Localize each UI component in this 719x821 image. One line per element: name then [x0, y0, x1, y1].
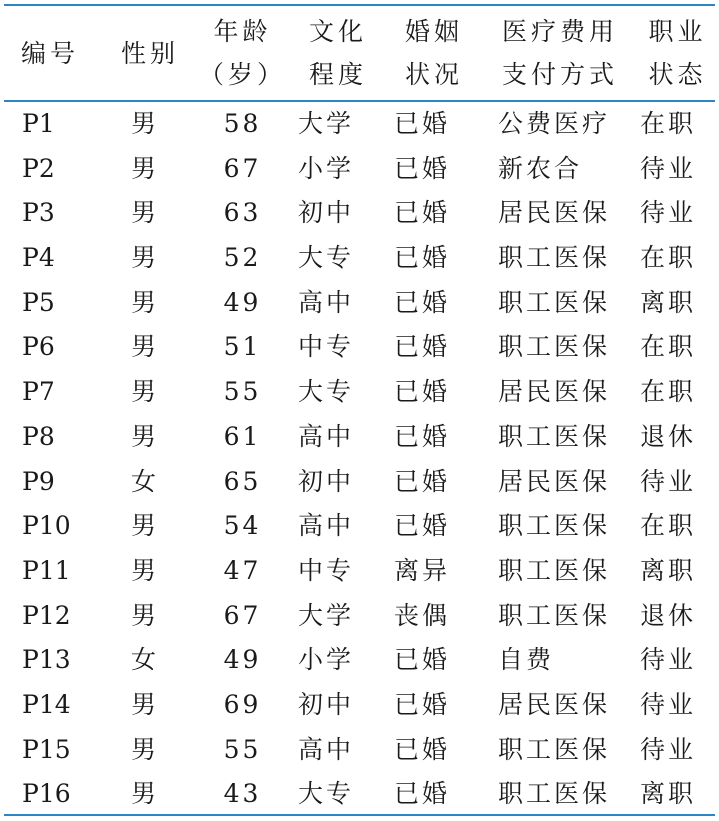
cell-gender: 男 — [130, 734, 159, 764]
header-marital-line2: 状况 — [404, 60, 463, 89]
cell-marital: 已婚 — [394, 332, 451, 362]
header-id — [10, 6, 90, 100]
cell-payment: 居民医保 — [498, 466, 611, 496]
cell-gender: 男 — [130, 511, 159, 541]
cell-occupation: 离职 — [640, 555, 697, 585]
cell-occupation: 在职 — [640, 377, 697, 407]
table-row — [0, 772, 719, 817]
cell-gender: 女 — [130, 466, 159, 496]
cell-id: P16 — [22, 779, 71, 809]
cell-occupation: 待业 — [640, 734, 697, 764]
cell-occupation: 离职 — [640, 779, 697, 809]
cell-gender: 男 — [130, 600, 159, 630]
table-bottom-rule — [4, 814, 715, 816]
cell-marital: 已婚 — [394, 287, 451, 317]
cell-education: 初中 — [298, 466, 355, 496]
header-marital — [394, 6, 474, 100]
cell-id: P9 — [22, 466, 55, 496]
table-row — [0, 683, 719, 728]
cell-gender: 男 — [130, 779, 159, 809]
header-education — [298, 6, 378, 100]
cell-payment: 职工医保 — [498, 779, 611, 809]
cell-gender: 女 — [130, 645, 159, 675]
cell-id: P13 — [22, 645, 71, 675]
table-row — [0, 281, 719, 326]
cell-age: 67 — [223, 600, 262, 630]
cell-age: 49 — [223, 287, 262, 317]
cell-education: 中专 — [298, 332, 355, 362]
cell-gender: 男 — [130, 109, 159, 138]
cell-education: 大专 — [298, 243, 355, 273]
cell-occupation: 在职 — [640, 332, 697, 362]
table-header — [0, 6, 719, 100]
cell-id: P10 — [22, 511, 71, 541]
cell-marital: 已婚 — [394, 153, 451, 183]
header-id-line1: 编号 — [20, 38, 79, 68]
table-row — [0, 594, 719, 639]
table-row — [0, 147, 719, 192]
cell-age: 69 — [223, 689, 262, 719]
cell-education: 高中 — [298, 511, 355, 541]
cell-payment: 自费 — [498, 645, 555, 675]
cell-occupation: 待业 — [640, 153, 697, 183]
cell-marital: 已婚 — [394, 198, 451, 228]
cell-age: 61 — [223, 421, 262, 451]
table-body — [0, 102, 719, 817]
cell-education: 高中 — [298, 421, 355, 451]
cell-payment: 居民医保 — [498, 198, 611, 228]
header-education-line2: 程度 — [308, 60, 367, 89]
header-education-line1: 文化 — [308, 17, 367, 46]
cell-age: 52 — [223, 243, 262, 273]
cell-gender: 男 — [130, 198, 159, 228]
cell-payment: 职工医保 — [498, 511, 611, 541]
table-row — [0, 728, 719, 773]
table-row — [0, 102, 719, 147]
header-occupation — [640, 6, 715, 100]
table-row — [0, 370, 719, 415]
cell-age: 55 — [223, 377, 262, 407]
header-age-line2: （岁） — [199, 60, 287, 89]
cell-education: 小学 — [298, 153, 355, 183]
cell-education: 大专 — [298, 779, 355, 809]
header-gender — [110, 6, 190, 100]
cell-marital: 已婚 — [394, 109, 451, 138]
cell-occupation: 待业 — [640, 689, 697, 719]
cell-id: P2 — [22, 153, 55, 183]
header-payment — [490, 6, 630, 100]
cell-education: 大学 — [298, 600, 355, 630]
cell-marital: 已婚 — [394, 645, 451, 675]
table-row — [0, 549, 719, 594]
cell-marital: 已婚 — [394, 377, 451, 407]
cell-age: 43 — [223, 779, 262, 809]
cell-occupation: 在职 — [640, 511, 697, 541]
cell-education: 大专 — [298, 377, 355, 407]
cell-occupation: 在职 — [640, 109, 697, 138]
header-payment-line1: 医疗费用 — [501, 17, 618, 46]
cell-id: P5 — [22, 287, 55, 317]
cell-education: 中专 — [298, 555, 355, 585]
cell-education: 高中 — [298, 287, 355, 317]
cell-education: 高中 — [298, 734, 355, 764]
table-row — [0, 236, 719, 281]
cell-occupation: 退休 — [640, 600, 697, 630]
cell-marital: 已婚 — [394, 779, 451, 809]
cell-payment: 居民医保 — [498, 377, 611, 407]
header-occupation-line1: 职业 — [648, 17, 707, 46]
cell-marital: 已婚 — [394, 734, 451, 764]
cell-occupation: 离职 — [640, 287, 697, 317]
cell-id: P11 — [22, 555, 71, 585]
cell-payment: 职工医保 — [498, 287, 611, 317]
cell-age: 51 — [223, 332, 262, 362]
cell-payment: 职工医保 — [498, 243, 611, 273]
cell-age: 54 — [223, 511, 262, 541]
table-row — [0, 638, 719, 683]
cell-marital: 已婚 — [394, 689, 451, 719]
table-row — [0, 504, 719, 549]
header-gender-line1: 性别 — [120, 38, 179, 68]
header-payment-line2: 支付方式 — [501, 60, 618, 89]
cell-gender: 男 — [130, 421, 159, 451]
cell-id: P15 — [22, 734, 71, 764]
cell-age: 67 — [223, 153, 262, 183]
table-row — [0, 415, 719, 460]
cell-education: 大学 — [298, 109, 355, 138]
cell-age: 55 — [223, 734, 262, 764]
cell-marital: 已婚 — [394, 466, 451, 496]
cell-age: 65 — [223, 466, 262, 496]
cell-id: P1 — [22, 109, 55, 138]
header-age — [200, 6, 285, 100]
cell-payment: 公费医疗 — [498, 109, 611, 138]
cell-occupation: 退休 — [640, 421, 697, 451]
table-row — [0, 191, 719, 236]
cell-id: P12 — [22, 600, 71, 630]
cell-occupation: 待业 — [640, 198, 697, 228]
cell-education: 小学 — [298, 645, 355, 675]
cell-gender: 男 — [130, 332, 159, 362]
header-marital-line1: 婚姻 — [404, 17, 463, 46]
header-age-line1: 年龄 — [213, 17, 272, 46]
cell-education: 初中 — [298, 198, 355, 228]
cell-id: P6 — [22, 332, 55, 362]
cell-marital: 丧偶 — [394, 600, 451, 630]
cell-education: 初中 — [298, 689, 355, 719]
cell-id: P4 — [22, 243, 55, 273]
cell-age: 58 — [223, 109, 262, 138]
cell-gender: 男 — [130, 377, 159, 407]
cell-occupation: 待业 — [640, 645, 697, 675]
cell-age: 63 — [223, 198, 262, 228]
cell-gender: 男 — [130, 153, 159, 183]
table-row — [0, 460, 719, 505]
cell-payment: 居民医保 — [498, 689, 611, 719]
cell-payment: 职工医保 — [498, 555, 611, 585]
cell-age: 47 — [223, 555, 262, 585]
cell-payment: 职工医保 — [498, 421, 611, 451]
cell-gender: 男 — [130, 555, 159, 585]
cell-payment: 职工医保 — [498, 600, 611, 630]
cell-id: P7 — [22, 377, 55, 407]
cell-occupation: 在职 — [640, 243, 697, 273]
cell-marital: 已婚 — [394, 243, 451, 273]
cell-marital: 离异 — [394, 555, 451, 585]
cell-id: P8 — [22, 421, 55, 451]
cell-id: P14 — [22, 689, 71, 719]
cell-id: P3 — [22, 198, 55, 228]
cell-payment: 职工医保 — [498, 734, 611, 764]
cell-marital: 已婚 — [394, 421, 451, 451]
cell-gender: 男 — [130, 689, 159, 719]
cell-payment: 新农合 — [498, 153, 583, 183]
table-row — [0, 325, 719, 370]
header-occupation-line2: 状态 — [648, 60, 707, 89]
cell-gender: 男 — [130, 243, 159, 273]
cell-gender: 男 — [130, 287, 159, 317]
cell-age: 49 — [223, 645, 262, 675]
cell-marital: 已婚 — [394, 511, 451, 541]
cell-occupation: 待业 — [640, 466, 697, 496]
cell-payment: 职工医保 — [498, 332, 611, 362]
